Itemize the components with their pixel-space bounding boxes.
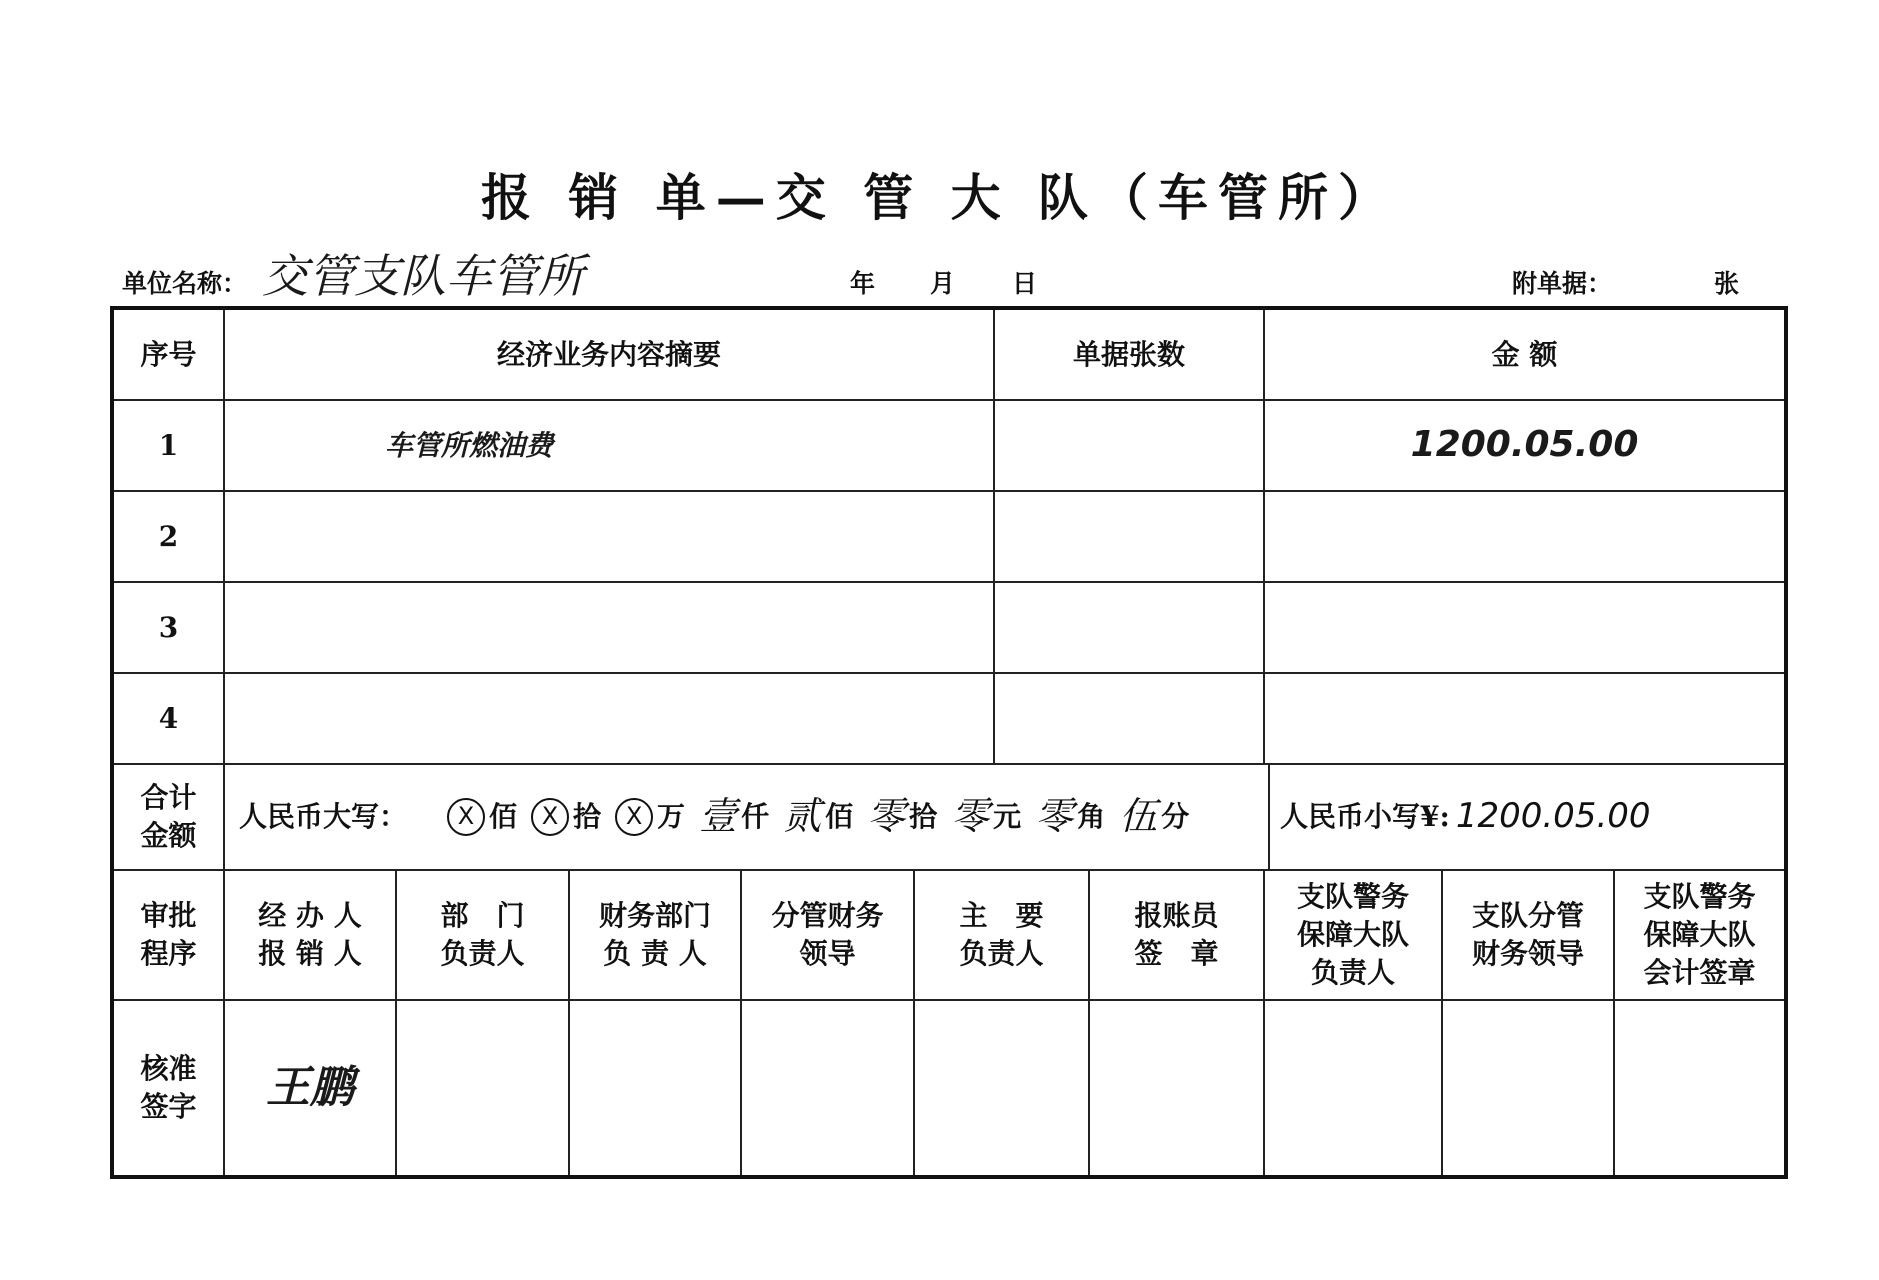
amount-unit (783, 791, 853, 842)
handwritten-digit: 贰 (783, 794, 822, 839)
total-upper-cell (224, 764, 1269, 870)
approval-row (112, 870, 1786, 1000)
role-accountant-seal (1614, 870, 1786, 1000)
amount-in-words-label: 人民币大写： (239, 800, 408, 834)
signature-security-head (1264, 1000, 1442, 1177)
amount-unit (531, 798, 601, 836)
total-label (112, 764, 224, 870)
attachments-unit: 张 (1714, 269, 1740, 298)
unit-name-label: 单位名称： (122, 269, 248, 298)
role-line: 支队警务 (1297, 880, 1410, 914)
role-line: 部 门 (440, 899, 525, 933)
signature-accountant-seal (1614, 1000, 1786, 1177)
col-header-amount: 金 额 (1264, 308, 1786, 400)
role-line: 财务部门 (598, 899, 711, 933)
cancelled-digit-mark: X (531, 798, 569, 836)
unit-name-value: 交管支队车管所 (262, 249, 584, 303)
total-label-line2: 金额 (140, 819, 197, 852)
amount-in-figures-label: 人民币小写¥: (1280, 800, 1450, 834)
row-seq: 2 (112, 491, 224, 582)
row-bill-count (994, 582, 1264, 673)
role-line: 负责人 (1311, 955, 1396, 989)
role-main-head (914, 870, 1089, 1000)
role-line: 负责人 (959, 937, 1044, 970)
signature-handler: 王鹏 (224, 1000, 396, 1177)
col-header-summary: 经济业务内容摘要 (224, 308, 994, 400)
amount-unit (699, 791, 769, 842)
row-amount (1264, 582, 1786, 673)
role-handler (224, 870, 396, 1000)
row-seq: 1 (112, 400, 224, 491)
row-bill-count (994, 491, 1264, 582)
unit-label: 仟 (741, 800, 770, 834)
row-summary (224, 491, 994, 582)
role-detachment-finance-leader (1442, 870, 1614, 1000)
role-line: 负责人 (440, 937, 525, 970)
signature-dept-head (396, 1000, 569, 1177)
role-dept-head (396, 870, 569, 1000)
day-label: 日 (1012, 269, 1038, 298)
role-line: 领导 (799, 937, 856, 970)
unit-label: 万 (657, 800, 686, 834)
amount-in-figures-value: 1200.05.00 (1455, 796, 1651, 837)
col-header-bill-count: 单据张数 (994, 308, 1264, 400)
role-line: 保障大队 (1643, 918, 1756, 952)
role-line: 分管财务 (771, 899, 884, 933)
amount-unit (951, 791, 1021, 842)
unit-label: 角 (1077, 800, 1106, 834)
table-row (112, 400, 1786, 491)
signature-label-line2: 签字 (140, 1090, 197, 1123)
unit-label: 拾 (573, 800, 602, 834)
month-label: 月 (930, 269, 956, 298)
col-header-seq: 序号 (112, 308, 224, 400)
handwritten-digit: 零 (951, 794, 990, 839)
role-line: 主 要 (959, 899, 1044, 933)
signature-bookkeeper (1089, 1000, 1264, 1177)
amount-in-words (225, 791, 1268, 842)
role-line: 保障大队 (1297, 918, 1410, 952)
row-seq: 3 (112, 582, 224, 673)
row-summary: 车管所燃油费 (224, 400, 994, 491)
handwritten-digit: 零 (867, 794, 906, 839)
attachments-label: 附单据： (1512, 269, 1613, 298)
approval-label-line1: 审批 (140, 899, 197, 933)
row-amount (1264, 491, 1786, 582)
total-label-line1: 合计 (140, 781, 197, 815)
role-line: 支队警务 (1643, 880, 1756, 914)
cancelled-digit-mark: X (615, 798, 653, 836)
signature-detachment-finance-leader (1442, 1000, 1614, 1177)
amount-in-figures (1270, 794, 1784, 840)
total-row (112, 764, 1786, 870)
handwritten-digit: 伍 (1119, 794, 1158, 839)
role-line: 报账员 (1134, 899, 1219, 933)
cancelled-digit-mark: X (447, 798, 485, 836)
unit-label: 佰 (825, 800, 854, 834)
year-label: 年 (850, 269, 876, 298)
table-row (112, 491, 1786, 582)
form-title: 报 销 单—交 管 大 队（车管所） (480, 168, 1399, 227)
amount-unit (1035, 791, 1105, 842)
signature-main-head (914, 1000, 1089, 1177)
amount-unit (1119, 791, 1189, 842)
role-finance-leader (741, 870, 914, 1000)
unit-label: 元 (993, 800, 1022, 834)
handwritten-digit: 壹 (699, 794, 738, 839)
reimbursement-table (110, 306, 1788, 1179)
row-amount: 1200.05.00 (1264, 400, 1786, 491)
signature-finance-leader (741, 1000, 914, 1177)
amount-unit (447, 798, 517, 836)
unit-label: 分 (1161, 800, 1190, 834)
role-line: 会计签章 (1643, 955, 1756, 989)
role-finance-head (569, 870, 741, 1000)
row-seq: 4 (112, 673, 224, 764)
unit-label: 拾 (909, 800, 938, 834)
signature-finance-head (569, 1000, 741, 1177)
row-summary (224, 673, 994, 764)
role-line: 负 责 人 (603, 937, 707, 970)
approval-label-line2: 程序 (140, 937, 197, 970)
handwritten-digit: 零 (1035, 794, 1074, 839)
role-security-head (1264, 870, 1442, 1000)
signature-label-line1: 核准 (140, 1052, 197, 1086)
row-summary (224, 582, 994, 673)
amount-unit (867, 791, 937, 842)
signature-row (112, 1000, 1786, 1177)
role-line: 支队分管 (1472, 899, 1585, 933)
table-row (112, 673, 1786, 764)
role-line: 经 办 人 (258, 899, 362, 933)
role-line: 财务领导 (1472, 937, 1585, 970)
signature-label (112, 1000, 224, 1177)
row-bill-count (994, 400, 1264, 491)
unit-label: 佰 (489, 800, 518, 834)
total-lower-cell (1269, 764, 1786, 870)
table-row (112, 582, 1786, 673)
role-line: 签 章 (1134, 937, 1219, 970)
role-bookkeeper (1089, 870, 1264, 1000)
amount-unit (615, 798, 685, 836)
header-row (112, 308, 1786, 400)
role-line: 报 销 人 (258, 937, 362, 970)
approval-label (112, 870, 224, 1000)
row-bill-count (994, 673, 1264, 764)
row-amount (1264, 673, 1786, 764)
